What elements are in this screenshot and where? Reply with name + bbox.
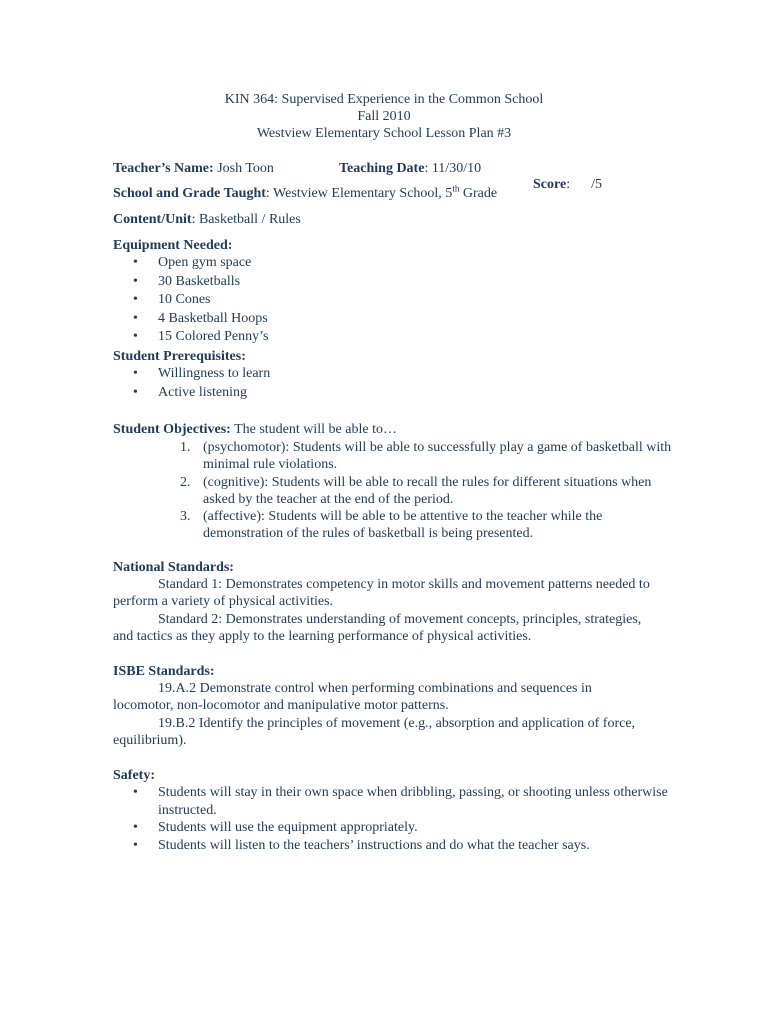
document-header [0, 91, 768, 142]
list-item: 3. (affective): Students will be able to be attentive to the teacher while the demonstration of the rules of basketball is being presented. [180, 509, 603, 542]
content-row [113, 212, 301, 228]
teaching-date: : 11/30/10 [424, 161, 482, 176]
prerequisites-list [113, 365, 270, 402]
isbe-standards-section [113, 664, 653, 749]
list-item: • Students will listen to the teachers’ instructions and do what the teacher says. [133, 837, 590, 853]
list-item: • Active listening [113, 384, 270, 403]
standard-2: Standard 2: Demonstrates understanding of movement concepts, principles, strategies, and tactics as they apply to the learning performance of physical activities. [113, 611, 642, 644]
equipment-heading: Equipment Needed: [113, 238, 233, 253]
date-label: Teaching Date [339, 161, 425, 176]
teacher-name: Josh Toon [213, 161, 274, 176]
objectives-intro-line [113, 422, 673, 438]
list-item: 2. (cognitive): Students will be able to recall the rules for different situations when asked by the teacher at the end of the period. [180, 474, 652, 507]
bullet-icon: • [133, 837, 138, 853]
national-standards-section [113, 560, 653, 645]
list-item: • Students will stay in their own space when dribbling, passing, or shooting unless otherwise instructed. [133, 785, 668, 818]
grade-ordinal: th [452, 183, 460, 194]
safety-heading: Safety: [113, 768, 155, 783]
bullet-icon: • [133, 292, 138, 307]
list-item: • 15 Colored Penny’s [113, 328, 268, 347]
school-value: : Westview Elementary School, 5 [265, 186, 453, 201]
school-row [113, 183, 498, 202]
bullet-icon: • [133, 255, 138, 270]
prerequisites-heading: Student Prerequisites: [113, 349, 246, 364]
date-row [339, 161, 481, 177]
teacher-label: Teacher’s Name: [113, 161, 214, 176]
content-value: : Basketball / Rules [191, 212, 301, 227]
isbe-standards-heading: ISBE Standards: [113, 664, 215, 679]
list-item: • 10 Cones [113, 291, 268, 310]
safety-section [113, 768, 678, 854]
score-row [519, 161, 602, 209]
bullet-icon: • [133, 329, 138, 344]
bullet-icon: • [133, 820, 138, 835]
lesson-plan-title: Westview Elementary School Lesson Plan #3 [256, 126, 512, 141]
standard-1: Standard 1: Demonstrates competency in motor skills and movement patterns needed to perform a variety of physical activities. [113, 577, 650, 610]
bullet-icon: • [133, 785, 138, 800]
score-value: : /5 [566, 177, 602, 192]
teacher-row [113, 161, 274, 177]
bullet-icon: • [133, 310, 138, 326]
list-item: • Open gym space [113, 254, 268, 273]
content-label: Content/Unit [113, 212, 192, 227]
list-item: • 4 Basketball Hoops [113, 310, 268, 329]
isbe-standard-19a2: 19.A.2 Demonstrate control when performing combinations and sequences in locomotor, non-locomotor and manipulative motor patterns. [113, 681, 592, 714]
list-item: • 30 Basketballs [113, 273, 268, 292]
list-item: 1. (psychomotor): Students will be able to successfully play a game of basketball with minimal rule violations. [180, 440, 672, 473]
bullet-icon: • [133, 366, 138, 381]
score-label: Score [533, 177, 567, 192]
national-standards-heading: National Standards: [113, 560, 234, 575]
list-item: • Students will use the equipment appropriately. [133, 820, 418, 835]
bullet-icon: • [133, 384, 138, 400]
objectives-list [113, 439, 673, 543]
objectives-section [113, 422, 673, 543]
isbe-standard-19b2: 19.B.2 Identify the principles of movement (e.g., absorption and application of force, equilibrium). [113, 715, 636, 748]
objectives-intro: The student will be able to… [230, 422, 397, 437]
prerequisites-section [113, 349, 270, 402]
grade-word: Grade [459, 186, 498, 201]
course-title: KIN 364: Supervised Experience in the Common School [224, 92, 544, 107]
list-item: • Willingness to learn [113, 365, 270, 384]
equipment-list [113, 254, 268, 347]
safety-list [113, 784, 678, 854]
school-label: School and Grade Taught [113, 186, 266, 201]
bullet-icon: • [133, 273, 138, 289]
semester: Fall 2010 [357, 109, 411, 124]
equipment-section [113, 238, 268, 347]
objectives-heading: Student Objectives: [113, 422, 231, 437]
